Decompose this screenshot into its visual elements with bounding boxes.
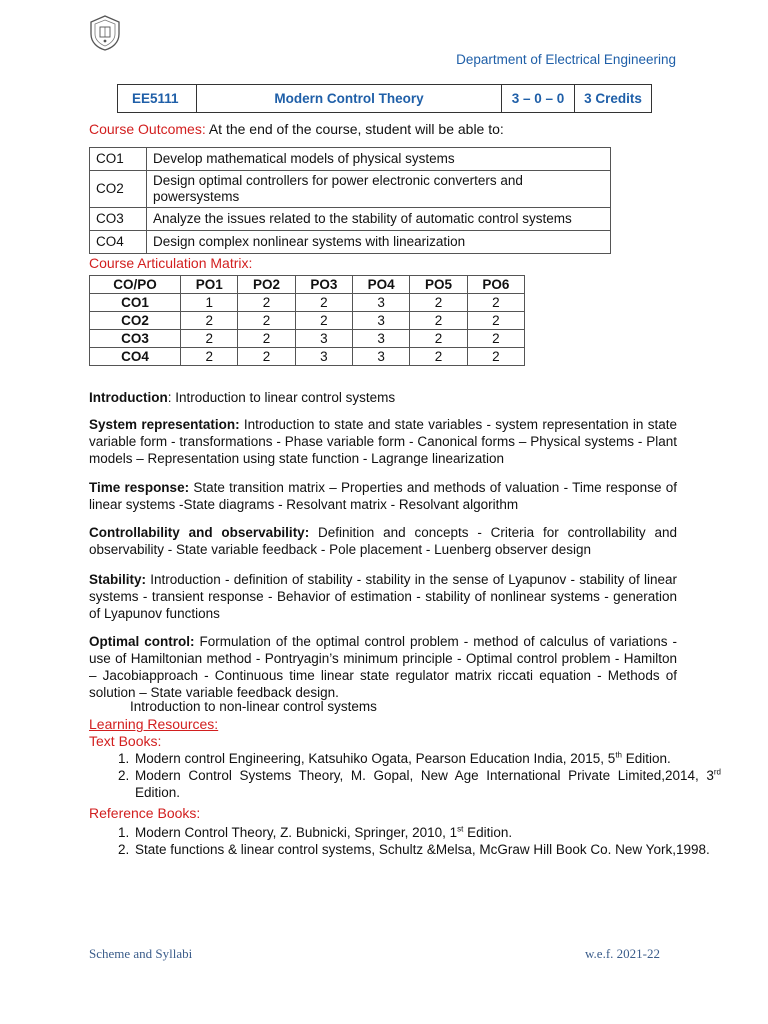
footer-right: w.e.f. 2021-22 xyxy=(585,946,660,961)
table-row xyxy=(90,208,611,231)
table-row xyxy=(90,294,525,312)
table-cell: 1 xyxy=(181,294,238,312)
co-text: Analyze the issues related to the stability of automatic control systems xyxy=(147,208,611,231)
articulation-matrix-table xyxy=(89,275,525,366)
column-header: PO4 xyxy=(353,276,410,294)
reference-books-list xyxy=(89,824,721,858)
table-cell: 3 xyxy=(353,330,410,348)
syllabus-optimal-control: Optimal control: Formulation of the optimal control problem - method of calculus of variations - use of Hamiltonian method - Pontryagin’s minimum principle - Optimal control problem - Hamilton – Jacobiapproach - Continuous time linear state regulator matrix riccati equation - Methods of solution – State variable feedback design. xyxy=(89,634,678,700)
list-item: 2. State functions & linear control systems, Schultz &Melsa, McGraw Hill Book Co. New York,1998. xyxy=(133,841,721,858)
table-cell: 2 xyxy=(467,330,524,348)
table-row xyxy=(90,330,525,348)
institute-logo-icon xyxy=(88,14,122,52)
table-cell: 2 xyxy=(467,294,524,312)
co-key: CO2 xyxy=(90,171,147,208)
syllabus-nonlinear: Introduction to non-linear control systems xyxy=(130,699,377,714)
table-cell: 2 xyxy=(238,348,295,366)
course-outcomes-table xyxy=(89,147,611,254)
table-cell: 3 xyxy=(353,312,410,330)
table-header-row xyxy=(90,276,525,294)
column-header: PO5 xyxy=(410,276,467,294)
row-header: CO1 xyxy=(90,294,181,312)
text-books-heading: Text Books: xyxy=(89,733,162,749)
list-item: 1. Modern Control Theory, Z. Bubnicki, Springer, 2010, 1st Edition. xyxy=(133,824,721,841)
co-key: CO3 xyxy=(90,208,147,231)
table-cell: 2 xyxy=(467,348,524,366)
row-header: CO4 xyxy=(90,348,181,366)
co-key: CO4 xyxy=(90,231,147,254)
co-key: CO1 xyxy=(90,148,147,171)
learning-resources-heading: Learning Resources: xyxy=(89,716,219,732)
course-outcomes-heading: Course Outcomes: At the end of the course, student will be able to: xyxy=(89,121,504,137)
co-text: Design complex nonlinear systems with linearization xyxy=(147,231,611,254)
reference-books-heading: Reference Books: xyxy=(89,805,201,821)
co-text: Design optimal controllers for power electronic converters and powersystems xyxy=(147,171,611,208)
table-cell: 2 xyxy=(238,312,295,330)
row-header: CO2 xyxy=(90,312,181,330)
footer-left: Scheme and Syllabi xyxy=(89,946,193,961)
table-cell: 3 xyxy=(353,294,410,312)
syllabus-controllability: Controllability and observability: Definition and concepts - Criteria for controllability and observability - State variable feedback - Pole placement - Luenberg observer design xyxy=(89,525,677,557)
table-cell: 3 xyxy=(295,330,352,348)
course-ltp: 3 – 0 – 0 xyxy=(502,85,575,113)
list-item: 1. Modern control Engineering, Katsuhiko Ogata, Pearson Education India, 2015, 5th Edition. xyxy=(133,750,721,767)
column-header: PO2 xyxy=(238,276,295,294)
table-row xyxy=(90,148,611,171)
text-books-list xyxy=(89,750,721,801)
department-name: Department of Electrical Engineering xyxy=(456,52,676,67)
table-cell: 2 xyxy=(295,294,352,312)
table-row xyxy=(90,312,525,330)
row-header: CO3 xyxy=(90,330,181,348)
course-info-table xyxy=(117,84,652,113)
syllabus-stability: Stability: Introduction - definition of stability - stability in the sense of Lyapunov - stability of linear systems - transient response - Behavior of estimation - stability of nonlinear systems - generation of Lyapunov functions xyxy=(89,572,677,621)
table-row xyxy=(90,231,611,254)
table-cell: 2 xyxy=(410,312,467,330)
course-code: EE5111 xyxy=(118,85,197,113)
table-row xyxy=(90,348,525,366)
table-cell: 3 xyxy=(295,348,352,366)
column-header: PO6 xyxy=(467,276,524,294)
table-cell: 3 xyxy=(353,348,410,366)
table-cell: 2 xyxy=(238,330,295,348)
table-cell: 2 xyxy=(410,330,467,348)
syllabus-introduction: Introduction: Introduction to linear control systems xyxy=(89,390,396,405)
list-item: 2. Modern Control Systems Theory, M. Gopal, New Age International Private Limited,2014, 3rd Edition. xyxy=(133,767,721,801)
table-cell: 2 xyxy=(181,312,238,330)
column-header: PO3 xyxy=(295,276,352,294)
course-credits: 3 Credits xyxy=(575,85,652,113)
syllabus-time-response: Time response: State transition matrix – Properties and methods of valuation - Time response of linear systems -State diagrams - Resolvant matrix - Resolvant algorithm xyxy=(89,480,677,512)
column-header: CO/PO xyxy=(90,276,181,294)
articulation-matrix-heading: Course Articulation Matrix: xyxy=(89,255,253,271)
co-text: Develop mathematical models of physical systems xyxy=(147,148,611,171)
syllabus-system-representation: System representation: Introduction to state and state variables - system representation in state variable form - transformations - Phase variable form - Canonical forms – Physical systems - Plant models – Representation using state function - Lagrange linearization xyxy=(89,417,677,466)
table-cell: 2 xyxy=(238,294,295,312)
table-cell: 2 xyxy=(467,312,524,330)
column-header: PO1 xyxy=(181,276,238,294)
table-cell: 2 xyxy=(181,330,238,348)
table-cell: 2 xyxy=(410,294,467,312)
table-row xyxy=(90,171,611,208)
table-cell: 2 xyxy=(295,312,352,330)
table-cell: 2 xyxy=(181,348,238,366)
table-cell: 2 xyxy=(410,348,467,366)
course-name: Modern Control Theory xyxy=(197,85,502,113)
